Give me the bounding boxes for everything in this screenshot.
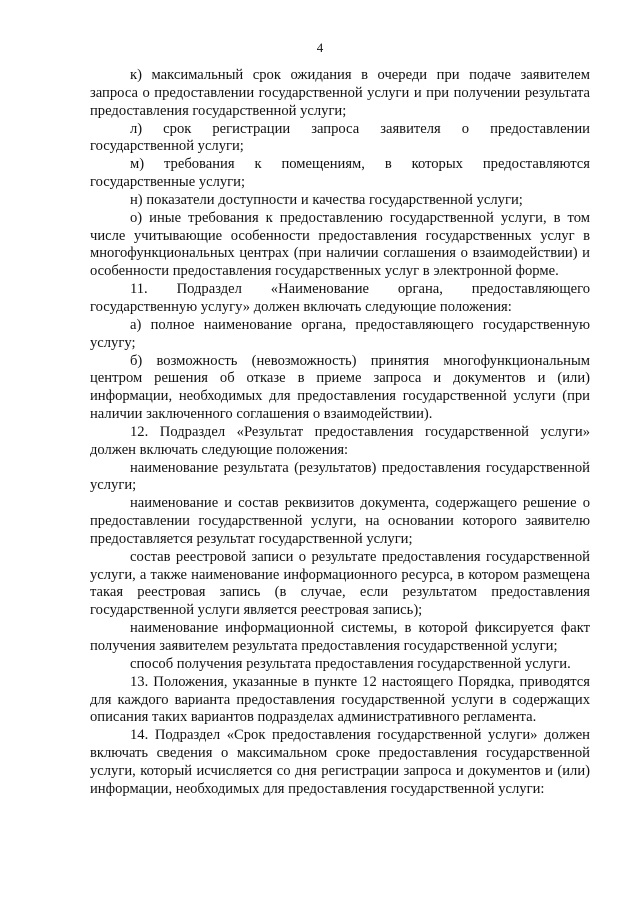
paragraph-item-l: л) срок регистрации запроса заявителя о предоставлении государственной услуги; (90, 120, 590, 155)
paragraph-item-a: а) полное наименование органа, предоставляющего государственную услугу; (90, 316, 590, 351)
paragraph-result-name: наименование результата (результатов) предоставления государственной услуги; (90, 459, 590, 494)
paragraph-section-13: 13. Положения, указанные в пункте 12 настоящего Порядка, приводятся для каждого варианта предоставления государственной услуги в содержащих описания таких вариантов подразделах административного регламента. (90, 673, 590, 726)
paragraph-section-11: 11. Подраздел «Наименование органа, предоставляющего государственную услугу» должен включать следующие положения: (90, 281, 590, 315)
paragraph-item-m: м) требования к помещениям, в которых предоставляются государственные услуги; (90, 156, 590, 191)
paragraph-document-requisites: наименование и состав реквизитов документа, содержащего решение о предоставлении государственной услуги, на основании которого заявителю предоставляется результат государственной услуги; (90, 495, 590, 547)
paragraph-item-b: б) возможность (невозможность) принятия многофункциональным центром решения об отказе в приеме запроса и документов и (или) информации, необходимых для предоставления государственной услуги (при наличии заключенного соглашения о взаимодействии). (90, 352, 590, 423)
paragraph-item-k: к) максимальный срок ожидания в очереди при подаче заявителем запроса о предоставлении государственной услуги и при получении результата предоставления государственной услуги; (90, 67, 590, 119)
paragraph-information-system: наименование информационной системы, в которой фиксируется факт получения заявителем результата предоставления государственной услуги; (90, 620, 590, 654)
paragraph-section-12: 12. Подраздел «Результат предоставления государственной услуги» должен включать следующие положения: (90, 423, 590, 458)
paragraph-item-n: н) показатели доступности и качества государственной услуги; (130, 191, 523, 208)
paragraph-registry-record: состав реестровой записи о результате предоставления государственной услуги, а также наименование информационного ресурса, в котором размещена такая реестровая запись (в случае, если результатом предоставления государственной услуги является реестровая запись); (90, 548, 590, 619)
paragraph-item-o: о) иные требования к предоставлению государственной услуги, в том числе учитывающие особенности предоставления государственных услуг в многофункциональных центрах (при наличии соглашения о взаимодействии) и особенности предоставления государственных услуг в электронной форме. (90, 209, 590, 280)
paragraph-section-14: 14. Подраздел «Срок предоставления государственной услуги» должен включать сведения о максимальном сроке предоставления государственной услуги, который исчисляется со дня регистрации запроса и документов и (или) информации, необходимых для предоставления государственной услуги: (90, 727, 590, 797)
page-number: 4 (316, 40, 324, 55)
document-body (90, 67, 590, 799)
paragraph-receipt-method: способ получения результата предоставления государственной услуги. (130, 655, 571, 672)
